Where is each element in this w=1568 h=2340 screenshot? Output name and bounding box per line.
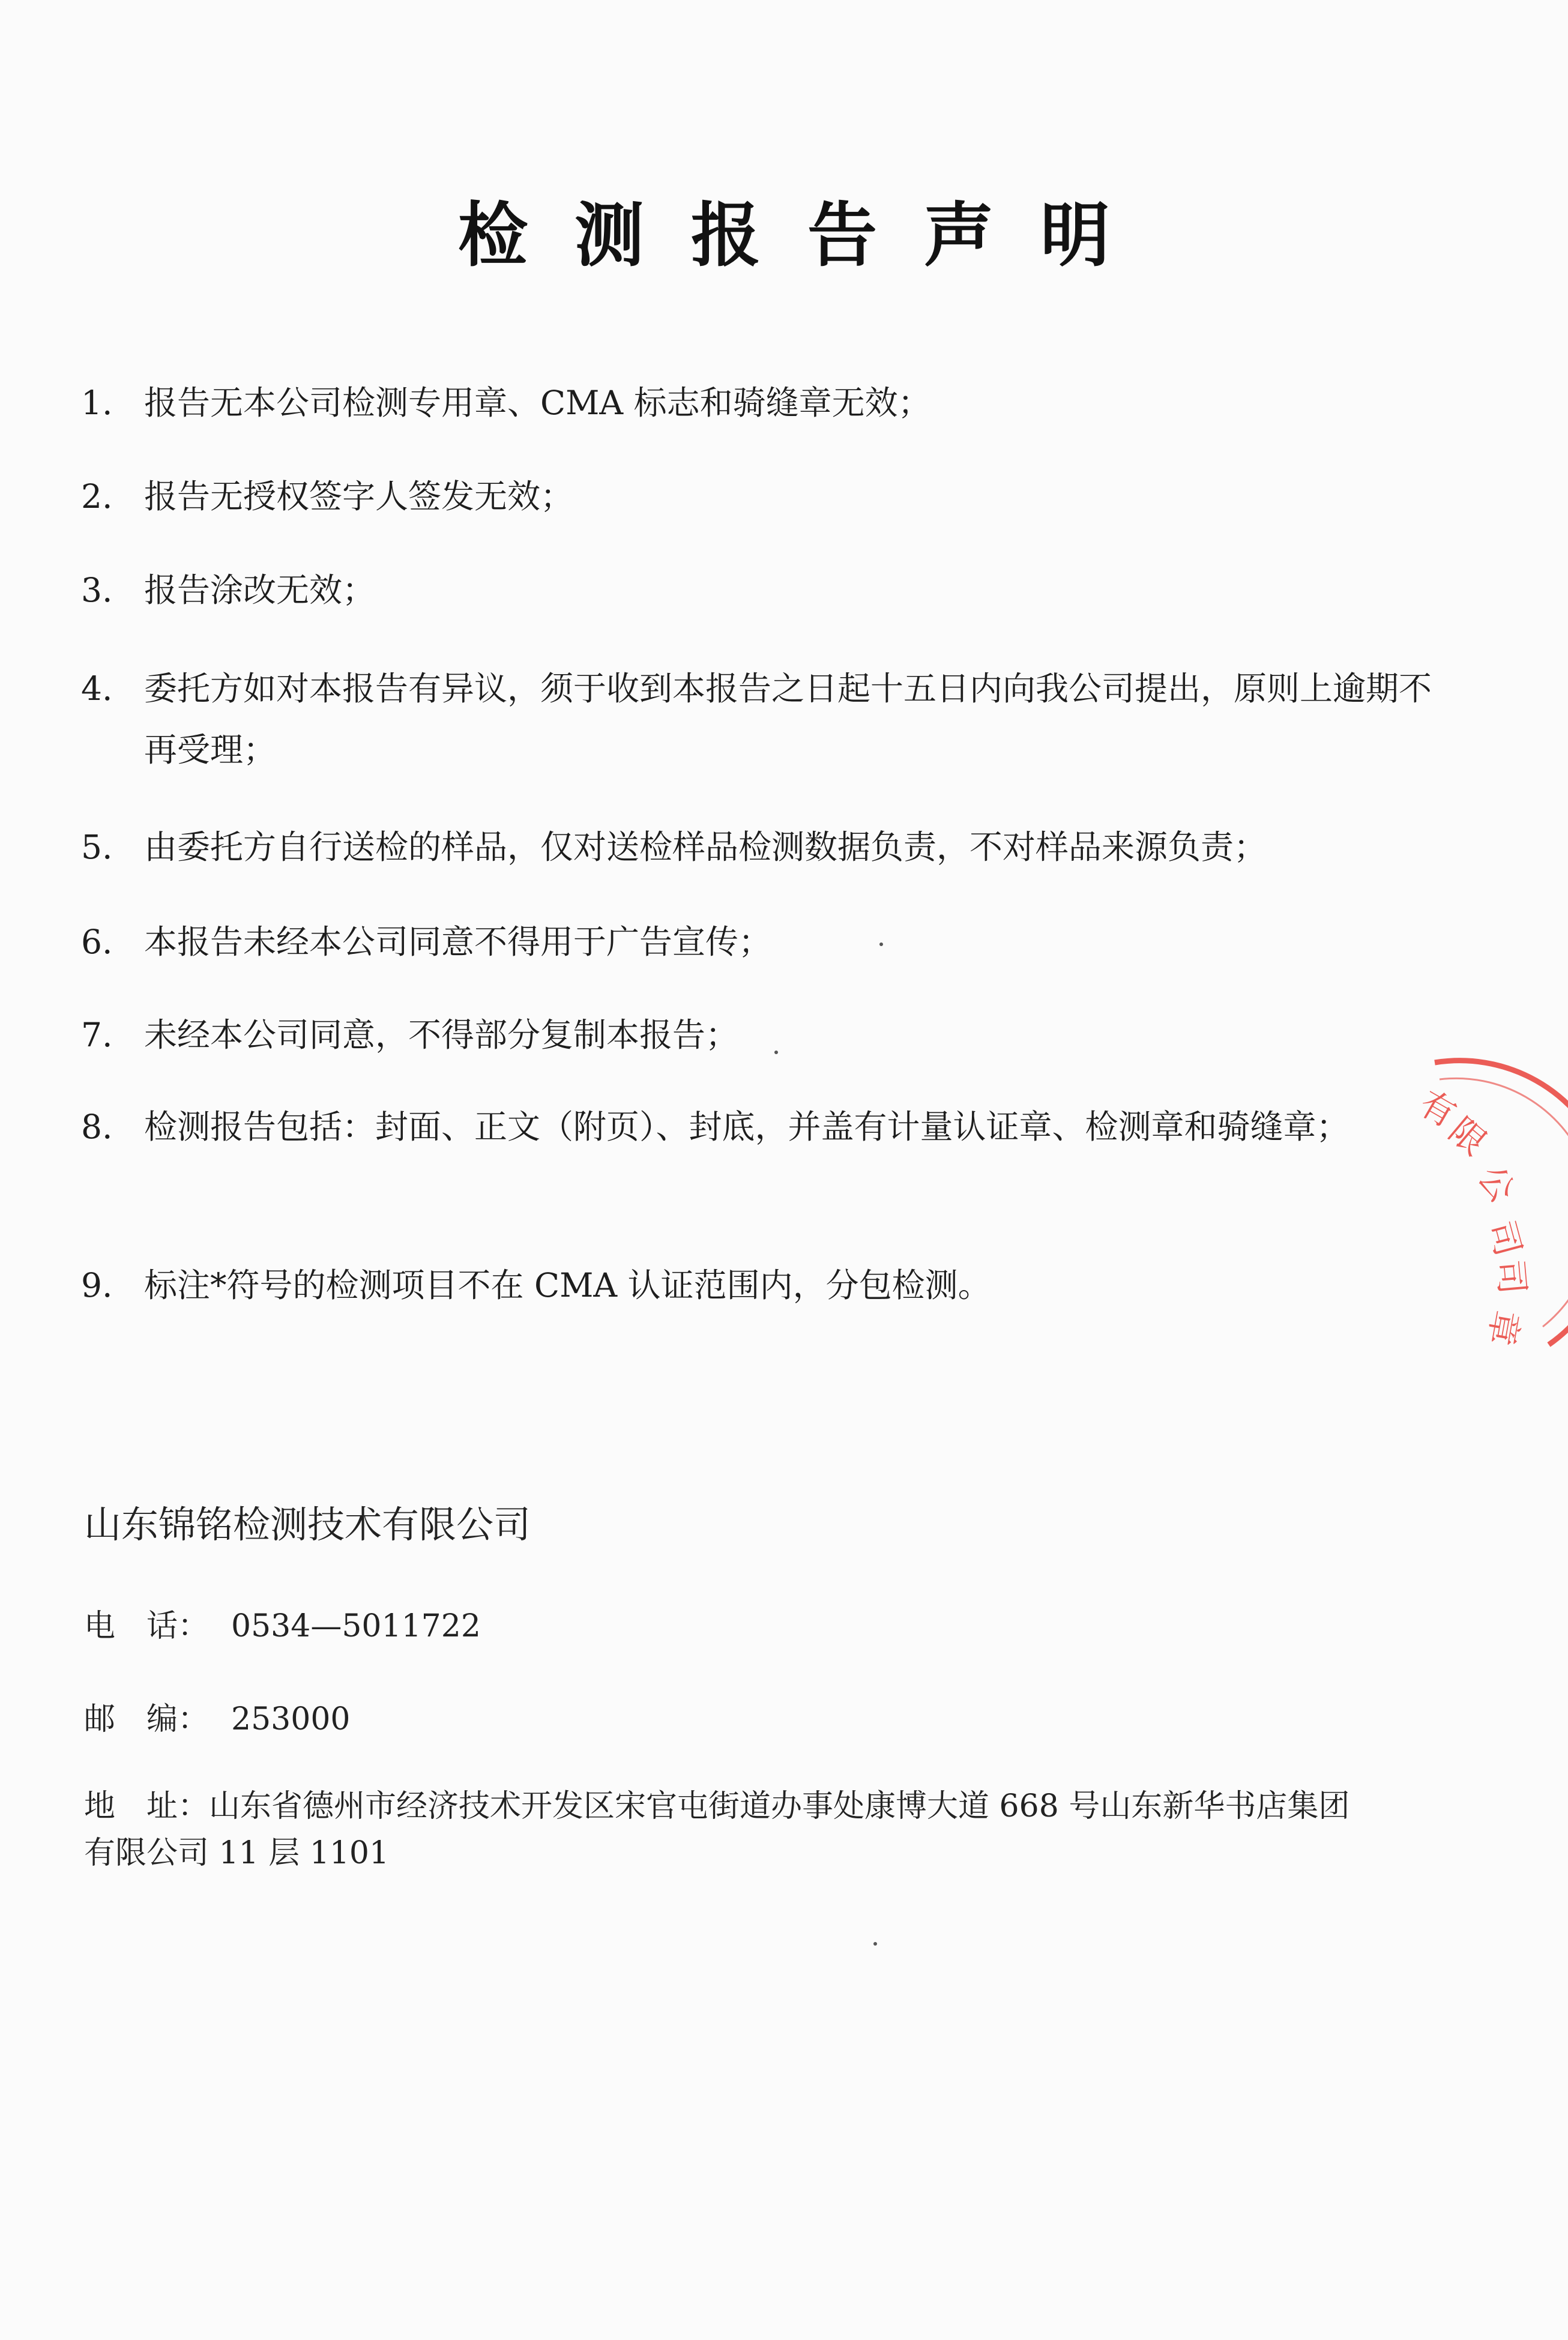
scan-speck	[879, 942, 883, 946]
clause-number: 8.	[81, 1108, 113, 1146]
clause-number: 4.	[81, 669, 113, 708]
company-name: 山东锦铭检测技术有限公司	[84, 1503, 531, 1546]
page-title: 检测报告声明	[458, 195, 1157, 276]
postcode-label: 邮 编：	[84, 1701, 210, 1737]
stamp-char-5: 司	[1489, 1258, 1533, 1297]
clause-number: 2.	[81, 477, 113, 516]
clause-item	[81, 559, 1432, 621]
clause-item	[81, 1255, 1432, 1316]
clause-text: 委托方如对本报告有异议，须于收到本报告之日起十五日内向我公司提出，原则上逾期不再受理；	[144, 669, 1432, 769]
clause-text: 由委托方自行送检的样品，仅对送检样品检测数据负责，不对样品来源负责；	[144, 828, 1267, 866]
address-label: 地 址：	[84, 1788, 210, 1824]
address-value: 山东省德州市经济技术开发区宋官屯街道办事处康博大道 668 号山东新华书店集团有限公司 11 层 1101	[84, 1788, 1350, 1871]
phone-value: 0534—5011722	[231, 1608, 481, 1644]
clause-number: 1.	[81, 384, 113, 422]
clause-item	[81, 372, 1432, 433]
clause-text: 报告无授权签字人签发无效；	[144, 477, 574, 516]
clause-item	[81, 658, 1432, 780]
stamp-char-3: 公	[1470, 1158, 1524, 1210]
clause-text: 报告涂改无效；	[144, 571, 376, 609]
clause-number: 6.	[81, 923, 113, 961]
clause-item	[81, 911, 1432, 972]
clause-number: 7.	[81, 1016, 113, 1054]
stamp-char-1: 有	[1413, 1082, 1464, 1136]
clause-text: 标注*符号的检测项目不在 CMA 认证范围内，分包检测。	[144, 1266, 991, 1304]
address-block	[84, 1783, 1381, 1877]
scan-speck	[873, 1942, 877, 1946]
stamp-char-6: 章	[1480, 1307, 1527, 1349]
clause-text: 报告无本公司检测专用章、CMA 标志和骑缝章无效；	[144, 384, 931, 422]
clause-item	[81, 1096, 1432, 1157]
stamp-char-2: 限	[1441, 1109, 1495, 1164]
red-seal-stamp	[1405, 1057, 1568, 1369]
postcode-line	[84, 1696, 351, 1743]
clause-number: 5.	[81, 828, 113, 866]
clause-text: 检测报告包括：封面、正文（附页）、封底，并盖有计量认证章、检测章和骑缝章；	[144, 1108, 1349, 1146]
clause-number: 9.	[81, 1266, 113, 1304]
scan-speck	[774, 1051, 778, 1054]
clause-text: 本报告未经本公司同意不得用于广告宣传；	[144, 923, 772, 961]
clause-item	[81, 466, 1432, 527]
phone-label: 电 话：	[84, 1608, 210, 1644]
postcode-value: 253000	[231, 1701, 351, 1737]
clause-item	[81, 816, 1432, 878]
clause-number: 3.	[81, 571, 113, 609]
clause-text: 未经本公司同意，不得部分复制本报告；	[144, 1016, 739, 1054]
phone-line	[84, 1603, 481, 1650]
stamp-char-4: 司	[1480, 1216, 1530, 1261]
clause-item	[81, 1004, 1432, 1066]
